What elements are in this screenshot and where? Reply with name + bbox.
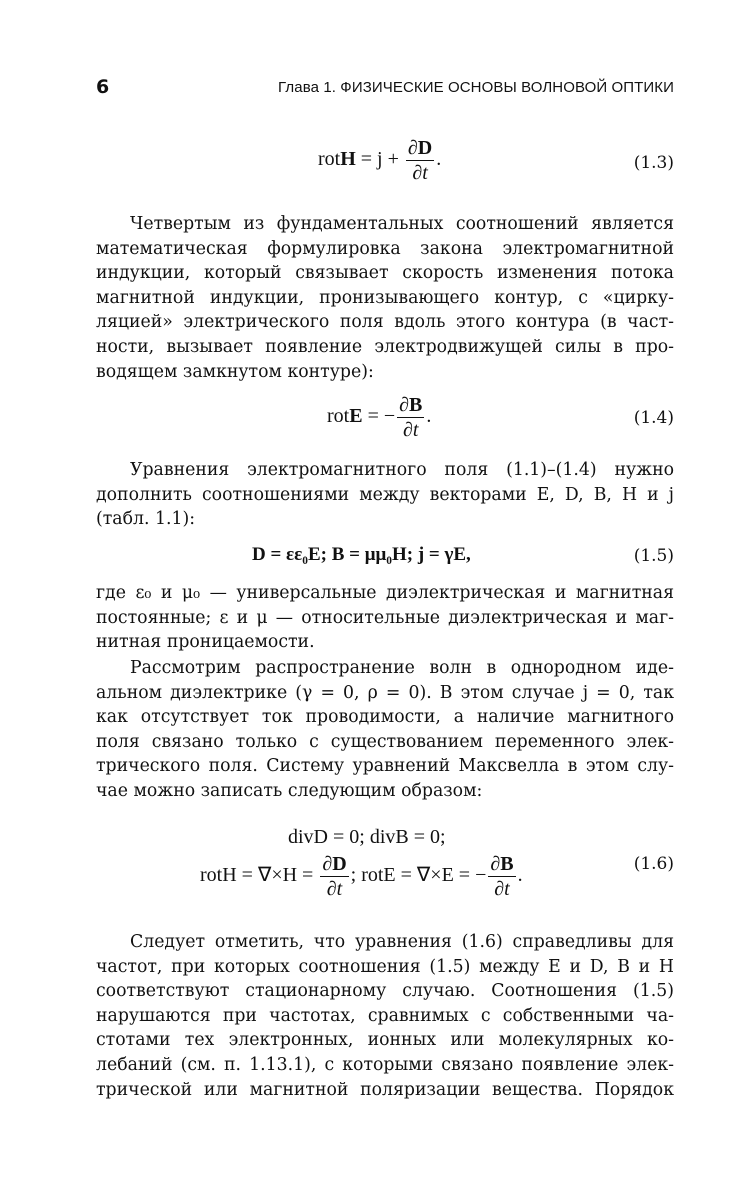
text-line: чае можно записать следующим образом:	[96, 780, 483, 801]
equation-1-4	[327, 393, 431, 442]
text-line: ляцией» электрического поля вдоль этого контура (в част-	[96, 312, 674, 333]
text-line: дополнить соотношениями между векторами E, D, B, H и j	[96, 484, 674, 505]
text-line: частот, при которых соотношения (1.5) между E и D, B и H	[96, 956, 674, 977]
equation-1-6-line1: divD = 0; divB = 0;	[288, 826, 446, 848]
text-line: как отсутствует ток проводимости, а наличие магнитного	[96, 707, 674, 728]
equation-1-5: D = εε₀E; B = μμ₀H; j = γE,	[252, 544, 471, 565]
eq16-denominator-d: ∂t	[326, 878, 343, 900]
text-line: нарушаются при частотах, сравнимых с собственными ча-	[96, 1005, 674, 1026]
equation-1-6-line2	[200, 852, 523, 901]
paragraph-4	[96, 656, 674, 804]
paragraph-2	[96, 458, 674, 532]
eq16-denominator-b: ∂t	[494, 878, 510, 900]
text-line: трического поля. Систему уравнений Максвелла в этом слу-	[96, 756, 674, 777]
eq13-middle: = j +	[355, 148, 404, 171]
text-line: соответствуют стационарному случаю. Соотношения (1.5)	[96, 981, 674, 1002]
eq13-end: .	[436, 148, 442, 171]
eq13-fraction	[406, 136, 434, 185]
text-line: лебаний (см. п. 1.13.1), с которыми связано появление элек-	[96, 1054, 674, 1075]
text-line: нитная проницаемости.	[96, 632, 315, 653]
equation-number-1-3: (1.3)	[633, 153, 674, 173]
eq14-fraction	[397, 393, 424, 442]
text-line: Уравнения электромагнитного поля (1.1)–(1.4) нужно	[130, 460, 674, 480]
text-line: стотами тех электронных, ионных или молекулярных ко-	[96, 1030, 674, 1051]
eq16-fraction-d	[320, 852, 348, 901]
paragraph-1	[96, 212, 674, 384]
eq14-denominator: ∂t	[403, 419, 419, 441]
text-line: альном диэлектрике (γ = 0, ρ = 0). В этом случае j = 0, так	[96, 682, 674, 703]
text-line: поля связано только с существованием переменного элек-	[96, 731, 674, 752]
text-line: постоянные; ε и μ — относительные диэлектрическая и маг-	[96, 607, 674, 628]
equation-1-3	[318, 136, 441, 185]
text-line: Рассмотрим распространение волн в однородном иде-	[130, 658, 674, 678]
eq16-numerator-b: ∂B	[490, 853, 514, 875]
text-line: ности, вызывает появление электродвижущей силы в про-	[96, 336, 674, 357]
eq14-vector: E	[349, 405, 363, 428]
text-line: Четвертым из фундаментальных соотношений является	[130, 214, 674, 234]
eq16-rotH: rotH = ∇×H =	[200, 864, 319, 887]
text-line: (табл. 1.1):	[96, 509, 196, 530]
text-line: водящем замкнутом контуре):	[96, 361, 374, 382]
paragraph-3	[96, 581, 674, 655]
equation-number-1-5: (1.5)	[633, 546, 674, 566]
text-line: индукции, который связывает скорость изменения потока	[96, 263, 674, 284]
eq13-denominator: ∂t	[412, 162, 428, 184]
eq13-rot: rot	[318, 148, 341, 171]
equation-number-1-6: (1.6)	[633, 854, 674, 874]
eq14-numerator: ∂B	[399, 394, 423, 416]
eq14-rot: rot	[327, 405, 350, 428]
eq13-numerator: ∂D	[407, 137, 433, 159]
eq16-fraction-b	[488, 852, 515, 901]
paragraph-5	[96, 930, 674, 1102]
page-header	[96, 76, 674, 98]
eq16-numerator-d: ∂D	[322, 853, 347, 875]
eq14-end: .	[426, 405, 432, 428]
text-line: где ε₀ и μ₀ — универсальные диэлектрическая и магнитная	[96, 583, 674, 603]
text-line: математическая формулировка закона электромагнитной	[96, 238, 674, 259]
page-number: 6	[96, 76, 110, 98]
eq16-end: .	[517, 864, 523, 887]
text-line: магнитной индукции, пронизывающего контур, с «цирку-	[96, 287, 674, 308]
eq14-middle: = −	[362, 405, 396, 428]
eq13-vector: H	[340, 148, 356, 171]
eq16-rotE: ; rotE = ∇×E = −	[350, 864, 487, 887]
text-line: трической или магнитной поляризации вещества. Порядок	[96, 1079, 674, 1100]
text-line: Следует отметить, что уравнения (1.6) справедливы для	[130, 932, 674, 952]
running-head: Глава 1. ФИЗИЧЕСКИЕ ОСНОВЫ ВОЛНОВОЙ ОПТИКИ	[278, 79, 674, 96]
equation-number-1-4: (1.4)	[633, 408, 674, 428]
